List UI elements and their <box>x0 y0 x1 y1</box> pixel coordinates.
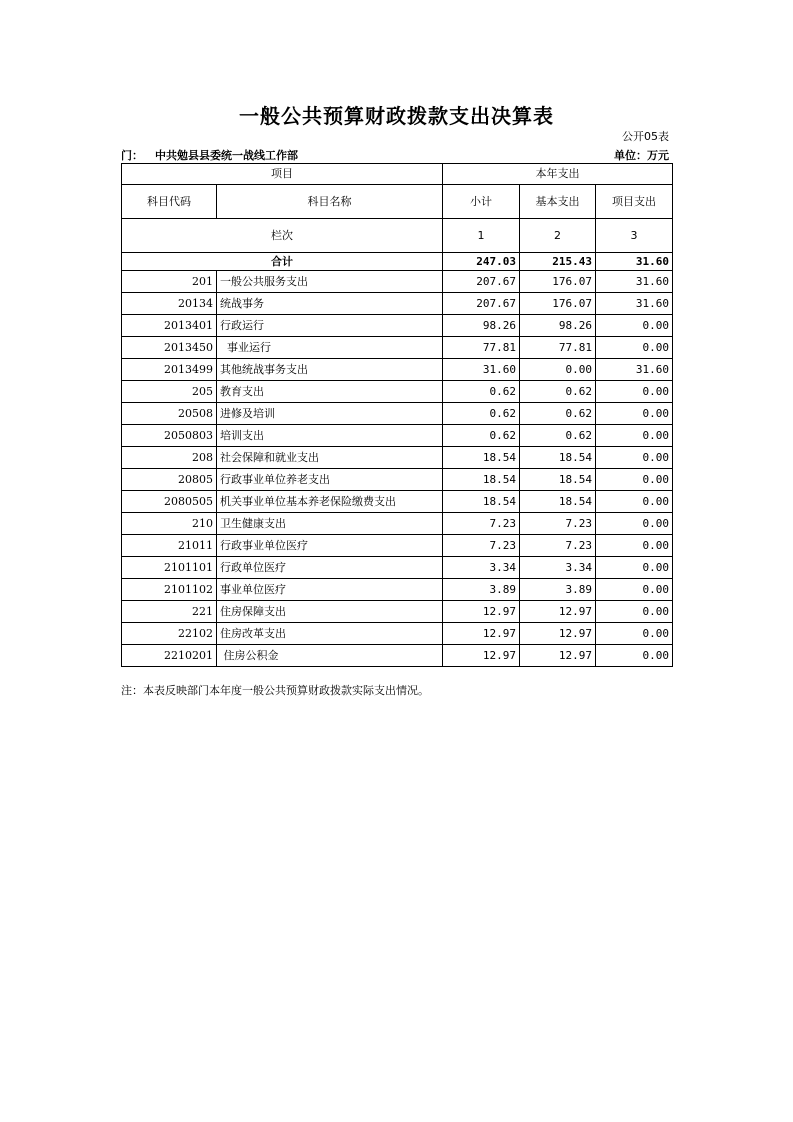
subtotal-value: 3.34 <box>443 557 520 579</box>
subject-name: 行政单位医疗 <box>217 557 443 579</box>
table-row <box>122 337 673 359</box>
project-value: 0.00 <box>596 381 673 403</box>
table-row <box>122 315 673 337</box>
basic-value: 176.07 <box>520 293 596 315</box>
basic-value: 12.97 <box>520 623 596 645</box>
column-index-1: 1 <box>443 219 520 253</box>
project-value: 0.00 <box>596 645 673 667</box>
subtotal-value: 0.62 <box>443 381 520 403</box>
table-row <box>122 359 673 381</box>
subject-code: 2013499 <box>122 359 217 381</box>
subject-name: 住房保障支出 <box>217 601 443 623</box>
subtotal-value: 18.54 <box>443 469 520 491</box>
basic-value: 7.23 <box>520 513 596 535</box>
subject-name: 其他统战事务支出 <box>217 359 443 381</box>
subject-name: 住房改革支出 <box>217 623 443 645</box>
project-value: 0.00 <box>596 403 673 425</box>
subject-code: 210 <box>122 513 217 535</box>
subtotal-value: 7.23 <box>443 513 520 535</box>
table-row <box>122 513 673 535</box>
subject-code: 20508 <box>122 403 217 425</box>
header-basic: 基本支出 <box>520 185 596 219</box>
table-row <box>122 271 673 293</box>
header-code: 科目代码 <box>122 185 217 219</box>
column-index-2: 2 <box>520 219 596 253</box>
header-project-expense: 项目支出 <box>596 185 673 219</box>
table-row <box>122 535 673 557</box>
project-value: 0.00 <box>596 425 673 447</box>
basic-value: 0.62 <box>520 403 596 425</box>
subtotal-value: 207.67 <box>443 271 520 293</box>
table-row <box>122 469 673 491</box>
subject-code: 2013401 <box>122 315 217 337</box>
basic-value: 12.97 <box>520 645 596 667</box>
basic-value: 18.54 <box>520 491 596 513</box>
subtotal-value: 31.60 <box>443 359 520 381</box>
total-row <box>122 253 673 271</box>
project-value: 0.00 <box>596 513 673 535</box>
basic-value: 12.97 <box>520 601 596 623</box>
subject-code: 205 <box>122 381 217 403</box>
subtotal-value: 77.81 <box>443 337 520 359</box>
table-row <box>122 425 673 447</box>
subtotal-value: 12.97 <box>443 623 520 645</box>
subject-name: 一般公共服务支出 <box>217 271 443 293</box>
project-value: 0.00 <box>596 623 673 645</box>
subject-name: 行政事业单位医疗 <box>217 535 443 557</box>
subject-name: 住房公积金 <box>217 645 443 667</box>
header-name: 科目名称 <box>217 185 443 219</box>
header-year-expense: 本年支出 <box>443 164 673 185</box>
footnote: 注：本表反映部门本年度一般公共预算财政拨款实际支出情况。 <box>121 684 429 697</box>
subtotal-value: 207.67 <box>443 293 520 315</box>
basic-value: 3.34 <box>520 557 596 579</box>
expenditure-table <box>121 163 673 667</box>
project-value: 0.00 <box>596 469 673 491</box>
subject-code: 2050803 <box>122 425 217 447</box>
subject-name: 行政运行 <box>217 315 443 337</box>
table-row <box>122 381 673 403</box>
basic-value: 0.62 <box>520 381 596 403</box>
subtotal-value: 3.89 <box>443 579 520 601</box>
page-title: 一般公共预算财政拨款支出决算表 <box>239 104 554 128</box>
form-number: 公开05表 <box>622 130 669 143</box>
project-value: 0.00 <box>596 535 673 557</box>
subject-code: 221 <box>122 601 217 623</box>
header-subtotal: 小计 <box>443 185 520 219</box>
table-row <box>122 491 673 513</box>
department-line <box>121 147 298 163</box>
subject-name: 行政事业单位养老支出 <box>217 469 443 491</box>
project-value: 31.60 <box>596 271 673 293</box>
subject-name: 教育支出 <box>217 381 443 403</box>
subject-name: 统战事务 <box>217 293 443 315</box>
subject-code: 22102 <box>122 623 217 645</box>
total-subtotal: 247.03 <box>443 253 520 271</box>
basic-value: 18.54 <box>520 447 596 469</box>
basic-value: 77.81 <box>520 337 596 359</box>
subject-code: 21011 <box>122 535 217 557</box>
subject-code: 2210201 <box>122 645 217 667</box>
basic-value: 0.62 <box>520 425 596 447</box>
column-index-label: 栏次 <box>122 219 443 253</box>
table-row <box>122 293 673 315</box>
subject-code: 20805 <box>122 469 217 491</box>
project-value: 0.00 <box>596 491 673 513</box>
project-value: 0.00 <box>596 557 673 579</box>
subject-code: 20134 <box>122 293 217 315</box>
subject-name: 卫生健康支出 <box>217 513 443 535</box>
subject-code: 2101101 <box>122 557 217 579</box>
project-value: 31.60 <box>596 359 673 381</box>
subtotal-value: 12.97 <box>443 645 520 667</box>
subject-name: 培训支出 <box>217 425 443 447</box>
subtotal-value: 18.54 <box>443 491 520 513</box>
project-value: 31.60 <box>596 293 673 315</box>
subject-code: 2101102 <box>122 579 217 601</box>
subject-name: 社会保障和就业支出 <box>217 447 443 469</box>
subject-name: 事业单位医疗 <box>217 579 443 601</box>
subject-name: 机关事业单位基本养老保险缴费支出 <box>217 491 443 513</box>
subtotal-value: 0.62 <box>443 425 520 447</box>
total-basic: 215.43 <box>520 253 596 271</box>
subject-code: 201 <box>122 271 217 293</box>
subject-name: 事业运行 <box>217 337 443 359</box>
project-value: 0.00 <box>596 447 673 469</box>
column-index-3: 3 <box>596 219 673 253</box>
department-label: 门： <box>121 149 143 162</box>
header-row-3 <box>122 219 673 253</box>
project-value: 0.00 <box>596 315 673 337</box>
table-row <box>122 623 673 645</box>
header-project: 项目 <box>122 164 443 185</box>
project-value: 0.00 <box>596 337 673 359</box>
basic-value: 98.26 <box>520 315 596 337</box>
subject-code: 2080505 <box>122 491 217 513</box>
subject-name: 进修及培训 <box>217 403 443 425</box>
table-row <box>122 403 673 425</box>
subtotal-value: 18.54 <box>443 447 520 469</box>
subject-code: 208 <box>122 447 217 469</box>
total-project: 31.60 <box>596 253 673 271</box>
total-label: 合计 <box>122 253 443 271</box>
basic-value: 3.89 <box>520 579 596 601</box>
header-row-2 <box>122 185 673 219</box>
project-value: 0.00 <box>596 601 673 623</box>
basic-value: 176.07 <box>520 271 596 293</box>
project-value: 0.00 <box>596 579 673 601</box>
subtotal-value: 7.23 <box>443 535 520 557</box>
subtotal-value: 12.97 <box>443 601 520 623</box>
basic-value: 7.23 <box>520 535 596 557</box>
subtotal-value: 0.62 <box>443 403 520 425</box>
subtotal-value: 98.26 <box>443 315 520 337</box>
unit-label: 单位：万元 <box>614 149 669 162</box>
basic-value: 18.54 <box>520 469 596 491</box>
department-name: 中共勉县县委统一战线工作部 <box>155 149 298 162</box>
table-row <box>122 601 673 623</box>
table-row <box>122 447 673 469</box>
header-row-1 <box>122 164 673 185</box>
table-row <box>122 645 673 667</box>
subject-code: 2013450 <box>122 337 217 359</box>
basic-value: 0.00 <box>520 359 596 381</box>
table-row <box>122 579 673 601</box>
table-row <box>122 557 673 579</box>
